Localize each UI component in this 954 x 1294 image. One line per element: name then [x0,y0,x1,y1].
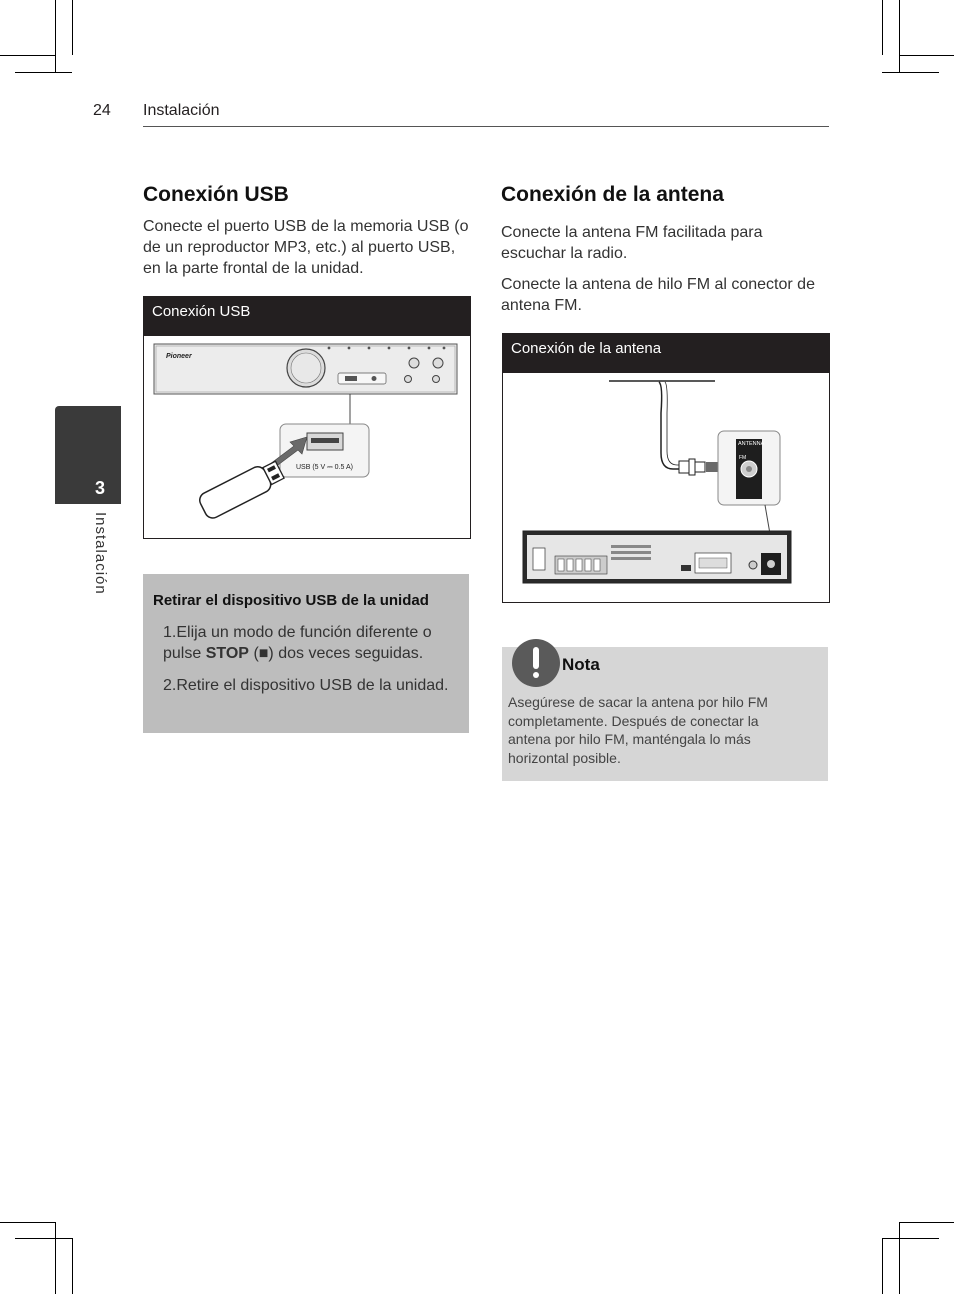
antenna-para-2: Conecte la antena de hilo FM al conector de antena FM. [501,276,815,314]
usb-diagram [144,336,470,536]
antenna-para-1: Conecte la antena FM facilitada para escuchar la radio. [501,224,763,262]
stop-button-label: STOP [205,645,249,662]
antenna-figure-title: Conexión de la antena [503,334,829,373]
brand-logo: Pioneer [166,353,192,360]
note-title: Nota [562,655,600,674]
running-header: Instalación [143,102,220,119]
page-number: 24 [93,102,111,119]
note-text: Asegúrese de sacar la antena por hilo FM completamente. Después de conectar la antena por hilo FM, manténgala lo más horizontal posible. [508,694,768,766]
header-divider [143,126,829,127]
antenna-heading: Conexión de la antena [501,183,724,206]
antenna-jack-label: ANTENNA [738,441,765,447]
chapter-number: 3 [94,478,105,498]
step-text: (■) dos veces seguidas. [253,645,424,662]
remove-usb-box [143,574,469,733]
step-number: 2. [163,677,177,694]
usb-port-label: USB (5 V ⎓ 0.5 A) [296,464,353,471]
antenna-diagram [503,373,829,601]
step-number: 1. [163,624,177,641]
fm-label: FM [739,455,747,461]
remove-step-2 [163,675,453,696]
usb-figure-title: Conexión USB [144,297,470,336]
chapter-label: Instalación [92,512,109,595]
usb-figure [143,296,471,539]
antenna-figure [502,333,830,603]
remove-step-1 [163,622,459,664]
step-text: Retire el dispositivo USB de la unidad. [176,677,449,694]
exclamation-icon [512,639,560,687]
usb-heading: Conexión USB [143,183,289,206]
usb-intro: Conecte el puerto USB de la memoria USB (o de un reproductor MP3, etc.) al puerto USB, en la parte frontal de la unidad. [143,218,469,277]
note-box [502,647,828,781]
step-text: Elija un modo de función diferente o pulse [163,624,432,662]
remove-usb-title: Retirar el dispositivo USB de la unidad [153,592,429,609]
